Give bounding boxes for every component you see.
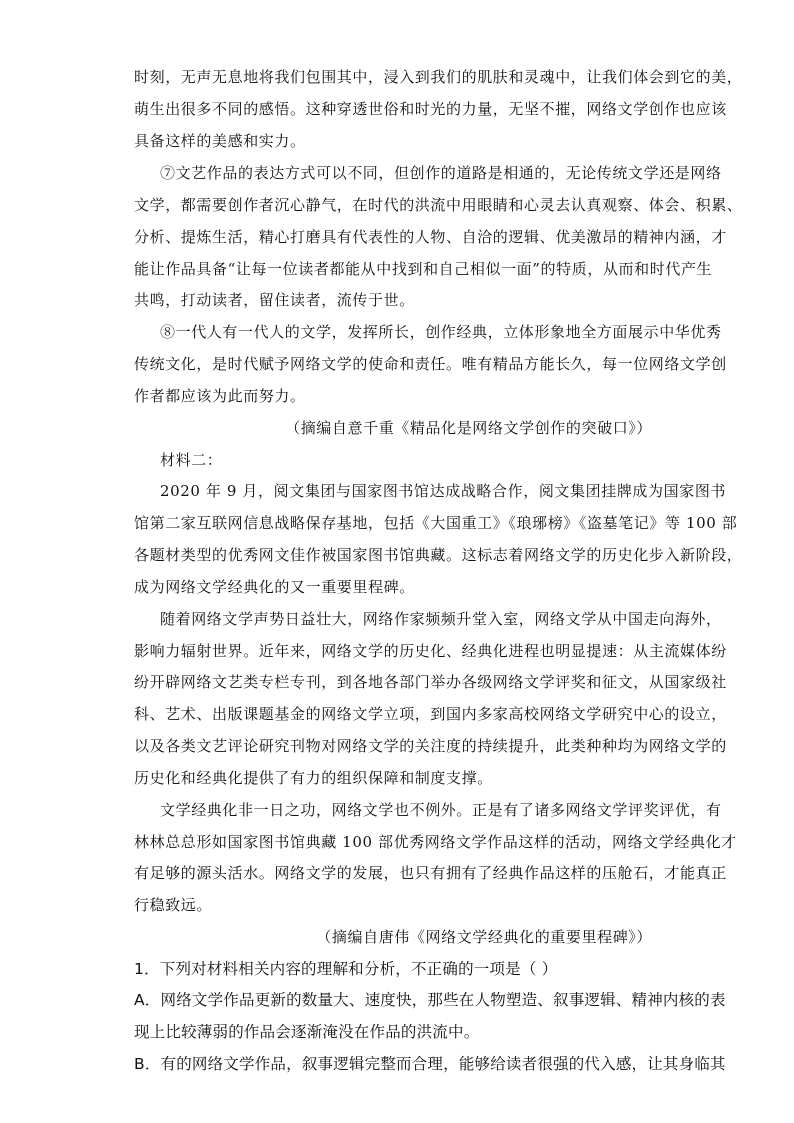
text-line: ⑧一代人有一代人的文学，发挥所长，创作经典，立体形象地全方面展示中华优秀 — [160, 323, 722, 341]
text-line: 历史化和经典化提供了有力的组织保障和制度支撑。 — [134, 769, 493, 787]
text-line: 成为网络文学经典化的又一重要里程碑。 — [134, 578, 415, 596]
text-line: 文学，都需要创作者沉心静气，在时代的洪流中用眼睛和心灵去认真观察、体会、积累、 — [134, 196, 743, 214]
question-stem: 1．下列对材料相关内容的理解和分析，不正确的一项是（ ） — [134, 960, 558, 978]
text-line: 以及各类文艺评论研究刊物对网络文学的关注度的持续提升，此类种种均为网络文学的 — [134, 737, 727, 755]
section-heading: 材料二： — [160, 451, 223, 469]
text-line: 科、艺术、出版课题基金的网络文学立项，到国内多家高校网络文学研究中心的设立， — [134, 705, 727, 723]
text-line: 共鸣，打动读者，留住读者，流传于世。 — [134, 291, 415, 309]
text-line: 具备这样的美感和实力。 — [134, 132, 306, 150]
text-line: 随着网络文学声势日益壮大，网络作家频频升堂入室，网络文学从中国走向海外， — [160, 610, 722, 628]
text-line: 能让作品具备“让每一位读者都能从中找到和自己相似一面”的特质，从而和时代产生 — [134, 260, 713, 278]
text-line: 影响力辐射世界。近年来，网络文学的历史化、经典化进程也明显提速：从主流媒体纷 — [134, 642, 727, 660]
text-line: 有足够的源头活水。网络文学的发展，也只有拥有了经典作品这样的压舱石，才能真正 — [134, 864, 727, 882]
option-a: A．网络文学作品更新的数量大、速度快，那些在人物塑造、叙事逻辑、精神内核的表 — [134, 991, 726, 1009]
text-line: 林林总总形如国家图书馆典藏 100 部优秀网络文学作品这样的活动，网络文学经典化才 — [134, 833, 737, 851]
text-line: ⑦文艺作品的表达方式可以不同，但创作的道路是相通的，无论传统文学还是网络 — [160, 164, 722, 182]
text-line: 各题材类型的优秀网文佳作被国家图书馆典藏。这标志着网络文学的历史化步入新阶段， — [134, 546, 743, 564]
option-b: B．有的网络文学作品，叙事逻辑完整而合理，能够给读者很强的代入感，让其身临其 — [134, 1055, 726, 1073]
text-line: 传统文化，是时代赋予网络文学的使命和责任。唯有精品方能长久，每一位网络文学创 — [134, 355, 727, 373]
text-line: 文学经典化非一日之功，网络文学也不例外。正是有了诸多网络文学评奖评优，有 — [160, 801, 722, 819]
text-line: 分析、提炼生活，精心打磨具有代表性的人物、自洽的逻辑、优美激昂的精神内涵，才 — [134, 228, 727, 246]
text-line: 作者都应该为此而努力。 — [134, 387, 306, 405]
option-a-continued: 现上比较薄弱的作品会逐渐淹没在作品的洪流中。 — [134, 1023, 480, 1041]
text-line: 萌生出很多不同的感悟。这种穿透世俗和时光的力量，无坚不摧，网络文学创作也应该 — [134, 100, 727, 118]
text-line: 2020 年 9 月，阅文集团与国家图书馆达成战略合作，阅文集团挂牌成为国家图书 — [160, 482, 727, 500]
source-citation: （摘编自唐伟《网络文学经典化的重要里程碑》） — [316, 928, 652, 946]
text-line: 馆第二家互联网信息战略保存基地，包括《大国重工》《琅琊榜》《盗墓笔记》等 100 部 — [134, 514, 738, 532]
text-line: 纷开辟网络文艺类专栏专刊，到各地各部门举办各级网络文学评奖和征文，从国家级社 — [134, 673, 727, 691]
text-line: 行稳致远。 — [134, 896, 213, 914]
source-citation: （摘编自意千重《精品化是网络文学创作的突破口》） — [285, 419, 652, 437]
text-line: 时刻，无声无息地将我们包围其中，浸入到我们的肌肤和灵魂中，让我们体会到它的美， — [134, 68, 743, 86]
